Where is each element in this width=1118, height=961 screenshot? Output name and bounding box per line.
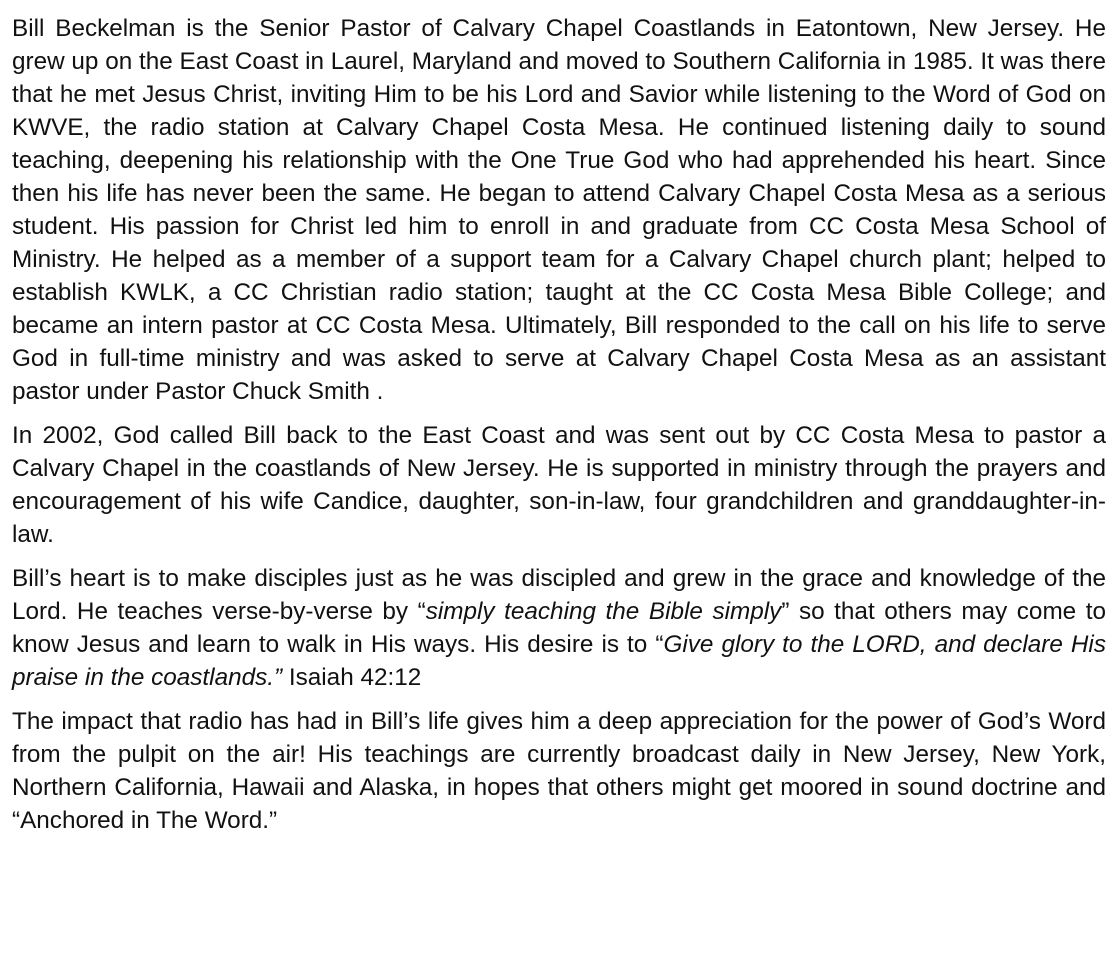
paragraph-text: ” so that others may come to know Jesus and learn to walk in His ways. His desire is to “: [12, 598, 1107, 658]
paragraph-text: Bill’s heart is to make disciples just as he was discipled and grew in the grace and knowledge of the Lord. He teaches verse-by-verse by “: [12, 565, 1106, 625]
scripture-reference: Isaiah 42:12: [282, 664, 422, 691]
paragraph-east-coast: [12, 419, 1106, 551]
paragraph-text: In 2002, God called Bill back to the East Coast and was sent out by CC Costa Mesa to pastor a Calvary Chapel in the coastlands of New Jersey. He is supported in ministry through the prayers and encouragement of his wife Candice, daughter, son-in-law, four grandchildren and granddaughter-in-law.: [12, 422, 1106, 548]
paragraph-bio-intro: [12, 12, 1106, 408]
paragraph-radio-impact: [12, 705, 1106, 837]
paragraph-text: Bill Beckelman is the Senior Pastor of Calvary Chapel Coastlands in Eatontown, New Jersey. He grew up on the East Coast in Laurel, Maryland and moved to Southern California in 1985. It was there that he met Jesus Christ, inviting Him to be his Lord and Savior while listening to the Word of God on KWVE, the radio station at Calvary Chapel Costa Mesa. He continued listening daily to sound teaching, deepening his relationship with the One True God who had apprehended his heart. Since then his life has never been the same. He began to attend Calvary Chapel Costa Mesa as a serious student. His passion for Christ led him to enroll in and graduate from CC Costa Mesa School of Ministry. He helped as a member of a support team for a Calvary Chapel church plant; helped to establish KWLK, a CC Christian radio station; taught at the CC Costa Mesa Bible College; and became an intern pastor at CC Costa Mesa. Ultimately, Bill responded to the call on his life to serve God in full-time ministry and was asked to serve at Calvary Chapel Costa Mesa as an assistant pastor under Pastor Chuck Smith .: [12, 15, 1106, 405]
italic-scripture-quote: Give glory to the LORD, and declare His praise in the coastlands.”: [12, 631, 1106, 691]
paragraph-discipleship: [12, 562, 1106, 694]
italic-phrase-teaching: simply teaching the Bible simply: [425, 598, 782, 625]
paragraph-text: The impact that radio has had in Bill’s life gives him a deep appreciation for the power of God’s Word from the pulpit on the air! His teachings are currently broadcast daily in New Jersey, New York, Northern California, Hawaii and Alaska, in hopes that others might get moored in sound doctrine and “Anchored in The Word.”: [12, 708, 1106, 834]
